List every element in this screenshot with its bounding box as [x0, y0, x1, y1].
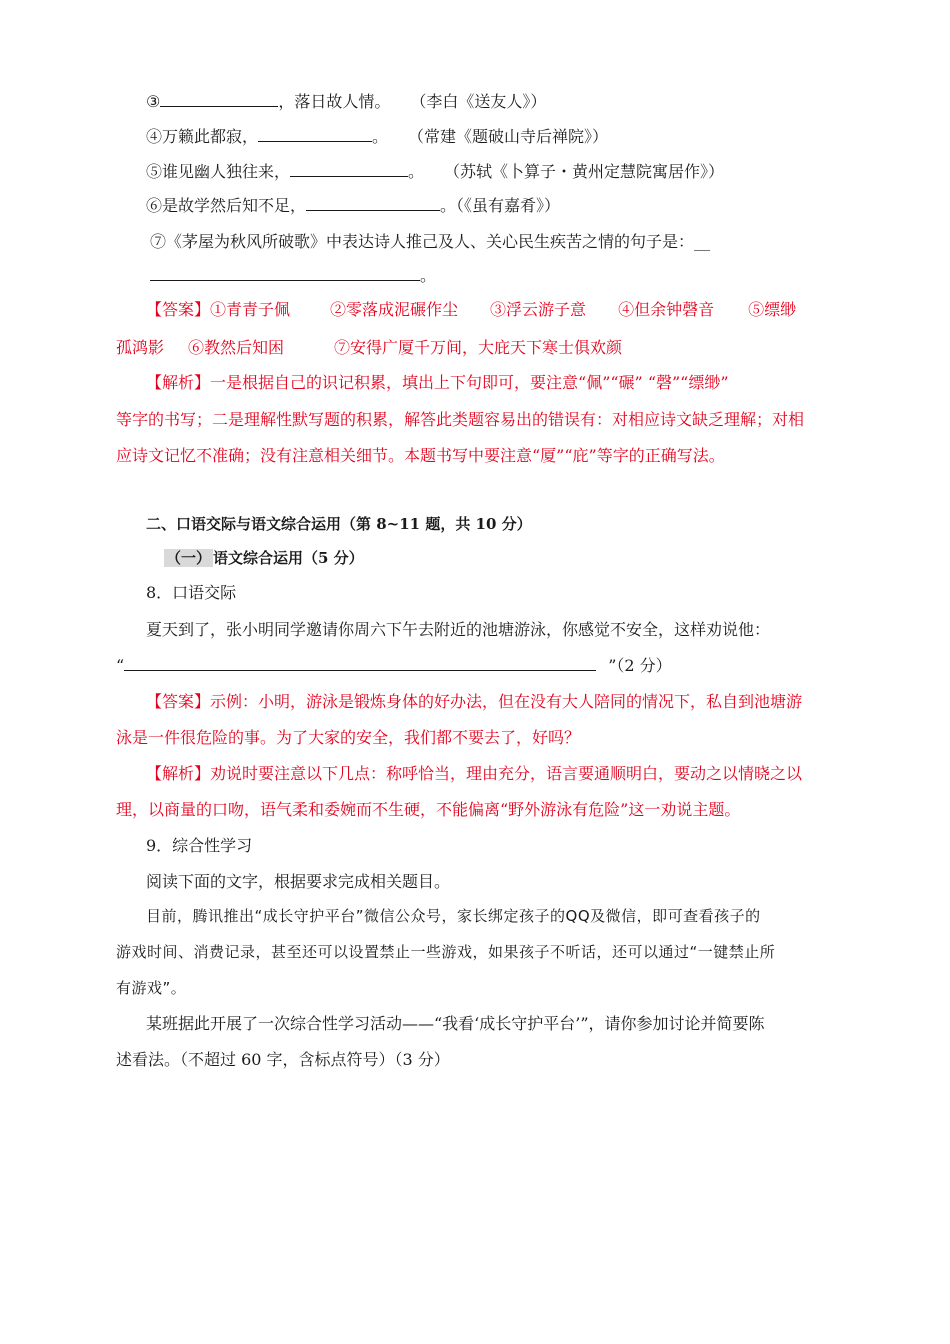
q9-passage-1: [146, 906, 761, 926]
poem-line-3: [146, 92, 546, 112]
poem-line-7-cont: [150, 266, 436, 286]
q9-title-text: 9．综合性学习: [146, 836, 253, 855]
poem-3-text: ，落日故人情。: [278, 92, 391, 111]
answer-tag: 【答案】: [146, 300, 211, 319]
q8-title: [146, 583, 236, 603]
q8-answer-text-2: 泳是一件很危险的事。为了大家的安全，我们都不要去了，好吗？: [116, 728, 581, 747]
analysis-1-text-1: 一是根据自己的识记积累，填出上下句即可，要注意“佩”“碾” “磬”“缥缈”: [210, 373, 729, 392]
q9-task-text-1: 某班据此开展了一次综合性学习活动——“我看‘成长守护平台’”，请你参加讨论并简要陈: [146, 1014, 765, 1033]
answer-1-item-7: ⑦安得广厦千万间，大庇天下寒士俱欢颜: [334, 338, 623, 357]
q9-intro: [146, 872, 450, 892]
q8-title-text: 8．口语交际: [146, 583, 237, 602]
poem-line-4: [146, 127, 608, 147]
q8-answer-1: [146, 692, 802, 712]
poem-5-end: 。: [408, 162, 425, 181]
poem-5-text: ⑤谁见幽人独往来，: [146, 162, 291, 181]
q9-task-1: [146, 1014, 765, 1034]
section-2-title-text: 二、口语交际与语文综合运用（第 8~11 题，共 10 分）: [146, 515, 532, 533]
q8-analysis-1: [146, 764, 802, 784]
poem-4-end: 。: [372, 127, 389, 146]
analysis-1-line-3: [116, 446, 725, 466]
q8-body: [146, 620, 770, 640]
poem-5-blank[interactable]: [290, 162, 408, 177]
poem-7-text: ⑦《茅屋为秋风所破歌》中表达诗人推己及人、关心民生疾苦之情的句子是：__: [150, 232, 711, 251]
q9-passage-text-2: 游戏时间、消费记录，甚至还可以设置禁止一些游戏，如果孩子不听话，还可以通过“一键禁止所: [116, 943, 776, 961]
q8-answer-2: [116, 728, 580, 748]
section-2-title: [146, 514, 532, 534]
poem-4-source: （常建《题破山寺后禅院》）: [408, 127, 609, 146]
poem-3-blank[interactable]: [160, 92, 278, 107]
q9-passage-2: [116, 942, 775, 962]
q8-answer-tag: 【答案】: [146, 692, 211, 711]
q8-analysis-2: [116, 800, 740, 820]
analysis-1-text-2: 等字的书写；二是理解性默写题的积累，解答此类题容易出的错误有：对相应诗文缺乏理解；对相: [116, 410, 805, 429]
poem-7-blank[interactable]: [150, 266, 420, 281]
poem-3-number: ③: [146, 92, 161, 111]
q8-points: ”（2 分）: [608, 656, 672, 675]
answer-1-item-5-cont: 孤鸿影: [116, 338, 165, 357]
poem-line-7: [150, 232, 710, 252]
poem-6-end: 。: [440, 196, 457, 215]
q8-answer-text-1: 示例：小明，游泳是锻炼身体的好办法，但在没有大人陪同的情况下，私自到池塘游: [210, 692, 803, 711]
answer-1-item-6: ⑥教然后知困: [188, 338, 285, 357]
analysis-tag: 【解析】: [146, 373, 211, 392]
q9-passage-text-1: 目前，腾讯推出“成长守护平台”微信公众号，家长绑定孩子的QQ及微信，即可查看孩子的: [146, 907, 761, 925]
q8-answer-line: [116, 656, 672, 676]
analysis-1-line-2: [116, 410, 804, 430]
poem-3-source: （李白《送友人》）: [410, 92, 547, 111]
q9-task-2: [116, 1050, 450, 1070]
q9-intro-text: 阅读下面的文字，根据要求完成相关题目。: [146, 872, 451, 891]
q8-analysis-text-1: 劝说时要注意以下几点：称呼恰当，理由充分，语言要通顺明白，要动之以情晓之以: [210, 764, 803, 783]
q9-title: [146, 836, 252, 856]
q8-open-quote: “: [116, 656, 125, 675]
analysis-1-line-1: [146, 373, 729, 393]
answer-1-item-5: ⑤缥缈: [748, 300, 797, 319]
analysis-1-text-3: 应诗文记忆不准确；没有注意相关细节。本题书写中要注意“厦”“庇”等字的正确写法。: [116, 446, 725, 465]
poem-6-text: ⑥是故学然后知不足，: [146, 196, 307, 215]
poem-4-text: ④万籁此都寂，: [146, 127, 259, 146]
answer-1-item-1: ①青青子佩: [210, 300, 291, 319]
q8-body-text: 夏天到了，张小明同学邀请你周六下午去附近的池塘游泳，你感觉不安全，这样劝说他：: [146, 620, 771, 639]
poem-line-5: [146, 162, 724, 182]
poem-5-source: （苏轼《卜算子・黄州定慧院寓居作》）: [444, 162, 725, 181]
poem-6-blank[interactable]: [306, 196, 440, 211]
answer-1-item-4: ④但余钟磬音: [618, 300, 715, 319]
q8-analysis-text-2: 理，以商量的口吻，语气柔和委婉而不生硬，不能偏离“野外游泳有危险”这一劝说主题。: [116, 800, 741, 819]
answer-1-line-1: [146, 300, 796, 320]
poem-line-6: [146, 196, 560, 216]
q9-passage-3: [116, 978, 186, 998]
answer-1-item-3: ③浮云游子意: [490, 300, 587, 319]
q8-blank[interactable]: [124, 656, 596, 671]
poem-4-blank[interactable]: [258, 127, 372, 142]
q9-passage-text-3: 有游戏”。: [116, 979, 187, 997]
section-2-sub-highlight: （一）: [166, 549, 212, 567]
poem-7-end: 。: [420, 266, 437, 285]
section-2-subtitle: [164, 548, 364, 568]
q9-task-text-2: 述看法。（不超过 60 字，含标点符号）（3 分）: [116, 1050, 450, 1069]
answer-1-item-2: ②零落成泥碾作尘: [330, 300, 459, 319]
answer-1-line-2: [116, 338, 622, 358]
section-2-sub-text: 语文综合运用（5 分）: [213, 549, 364, 567]
poem-6-source: （《虽有嘉肴》）: [456, 196, 561, 215]
q8-analysis-tag: 【解析】: [146, 764, 211, 783]
